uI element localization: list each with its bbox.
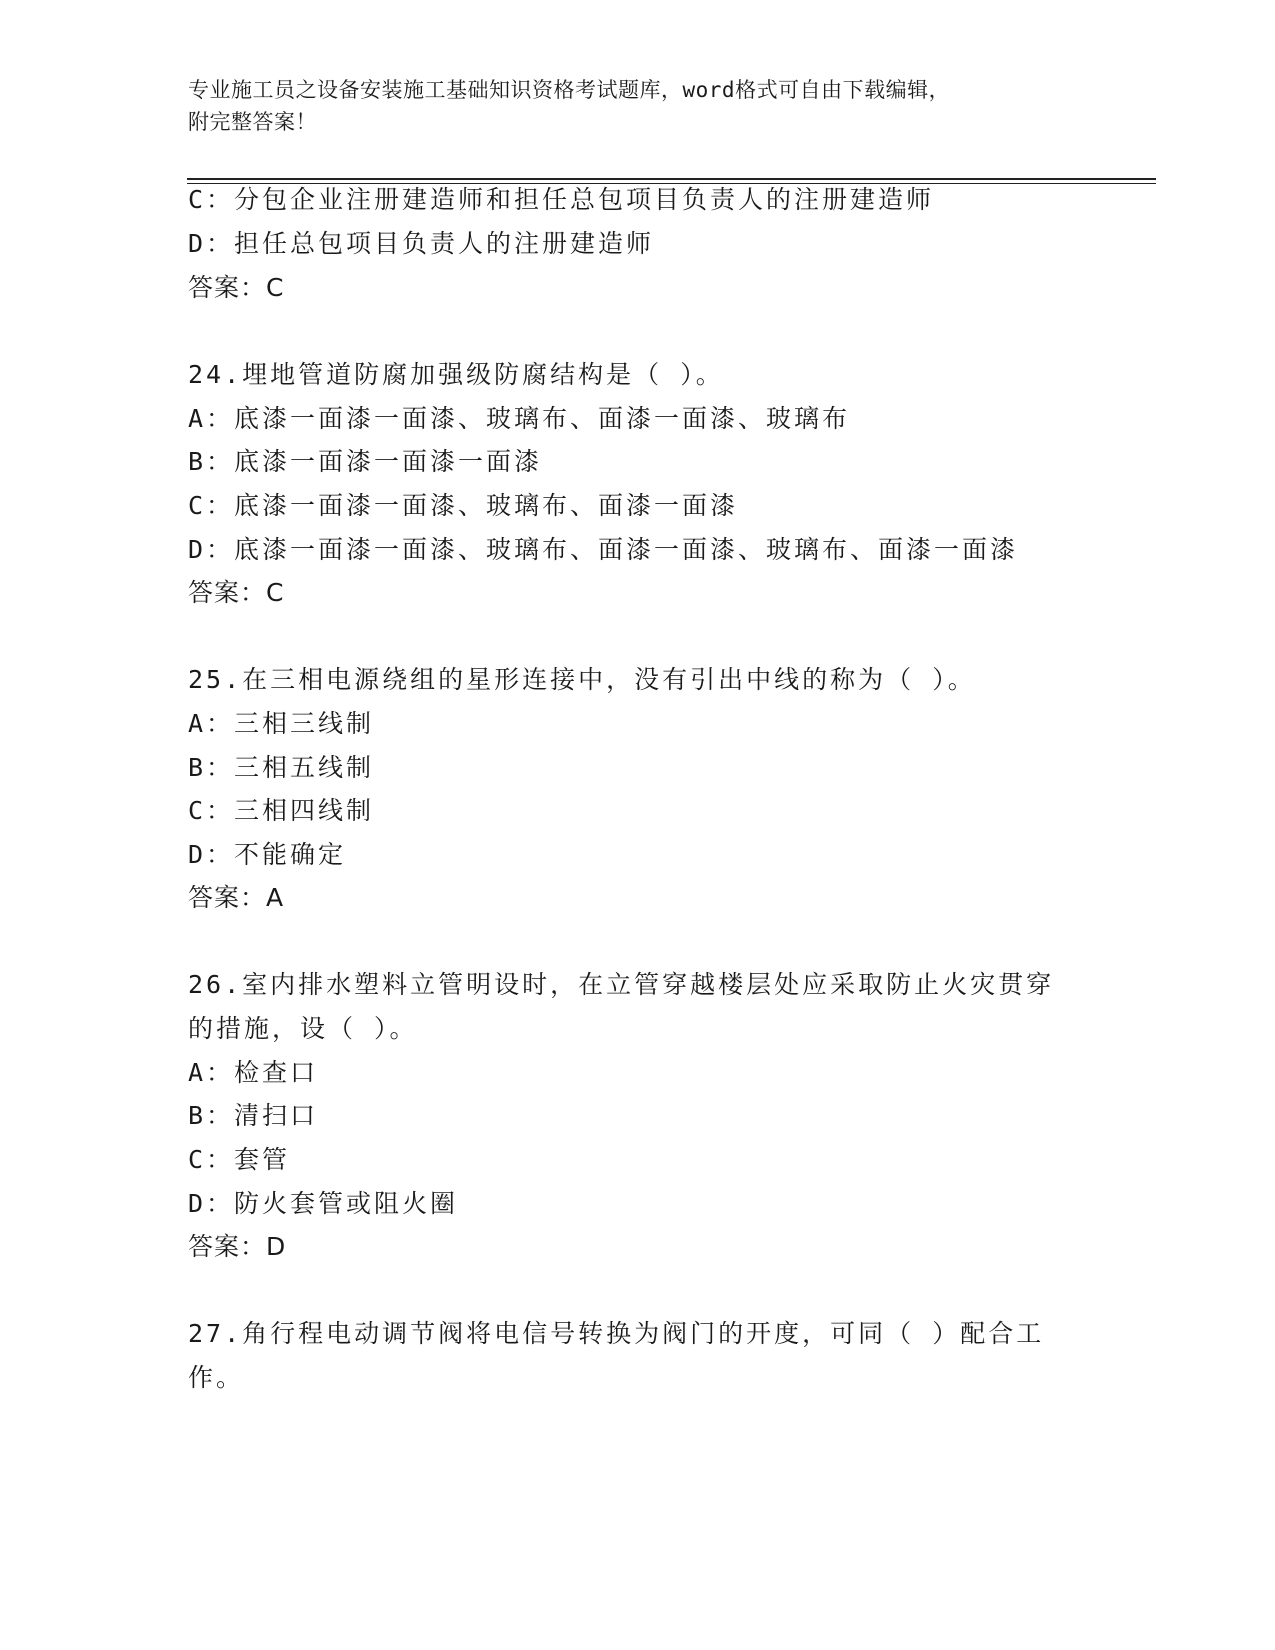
q26-option-c: C：套管 (188, 1145, 291, 1174)
q24-option-a: A：底漆一面漆一面漆、玻璃布、面漆一面漆、玻璃布 (188, 404, 851, 433)
q26-question-line-1: 26.室内排水塑料立管明设时，在立管穿越楼层处应采取防止火灾贯穿 (188, 970, 1055, 999)
header-divider-thick (187, 178, 1156, 180)
q26-answer: 答案：D (188, 1232, 287, 1261)
q25-question: 25.在三相电源绕组的星形连接中，没有引出中线的称为（ ）。 (188, 665, 976, 694)
q25-option-b: B：三相五线制 (188, 753, 375, 782)
q24-option-b: B：底漆一面漆一面漆一面漆 (188, 447, 543, 476)
header-line-1: 专业施工员之设备安装施工基础知识资格考试题库，word格式可自由下载编辑， (188, 78, 951, 102)
q26-question-line-2: 的措施，设（ ）。 (188, 1014, 418, 1043)
q24-option-c: C：底漆一面漆一面漆、玻璃布、面漆一面漆 (188, 491, 739, 520)
q27-question-line-1: 27.角行程电动调节阀将电信号转换为阀门的开度，可同（ ）配合工 (188, 1319, 1045, 1348)
q25-option-c: C：三相四线制 (188, 796, 375, 825)
prev-option-c: C：分包企业注册建造师和担任总包项目负责人的注册建造师 (188, 185, 935, 214)
q25-answer: 答案：A (188, 883, 285, 912)
q26-option-a: A：检查口 (188, 1058, 319, 1087)
q26-option-d: D：防火套管或阻火圈 (188, 1189, 459, 1218)
q24-option-d: D：底漆一面漆一面漆、玻璃布、面漆一面漆、玻璃布、面漆一面漆 (188, 535, 1019, 564)
q25-option-d: D：不能确定 (188, 840, 347, 869)
header-line-2: 附完整答案！ (188, 110, 317, 134)
q26-option-b: B：清扫口 (188, 1101, 319, 1130)
prev-answer: 答案：C (188, 273, 285, 302)
q27-question-line-2: 作。 (188, 1363, 245, 1392)
q25-option-a: A：三相三线制 (188, 709, 375, 738)
prev-option-d: D：担任总包项目负责人的注册建造师 (188, 229, 655, 258)
q24-question: 24.埋地管道防腐加强级防腐结构是（ ）。 (188, 360, 724, 389)
page-header (188, 74, 1088, 138)
q24-answer: 答案：C (188, 578, 285, 607)
